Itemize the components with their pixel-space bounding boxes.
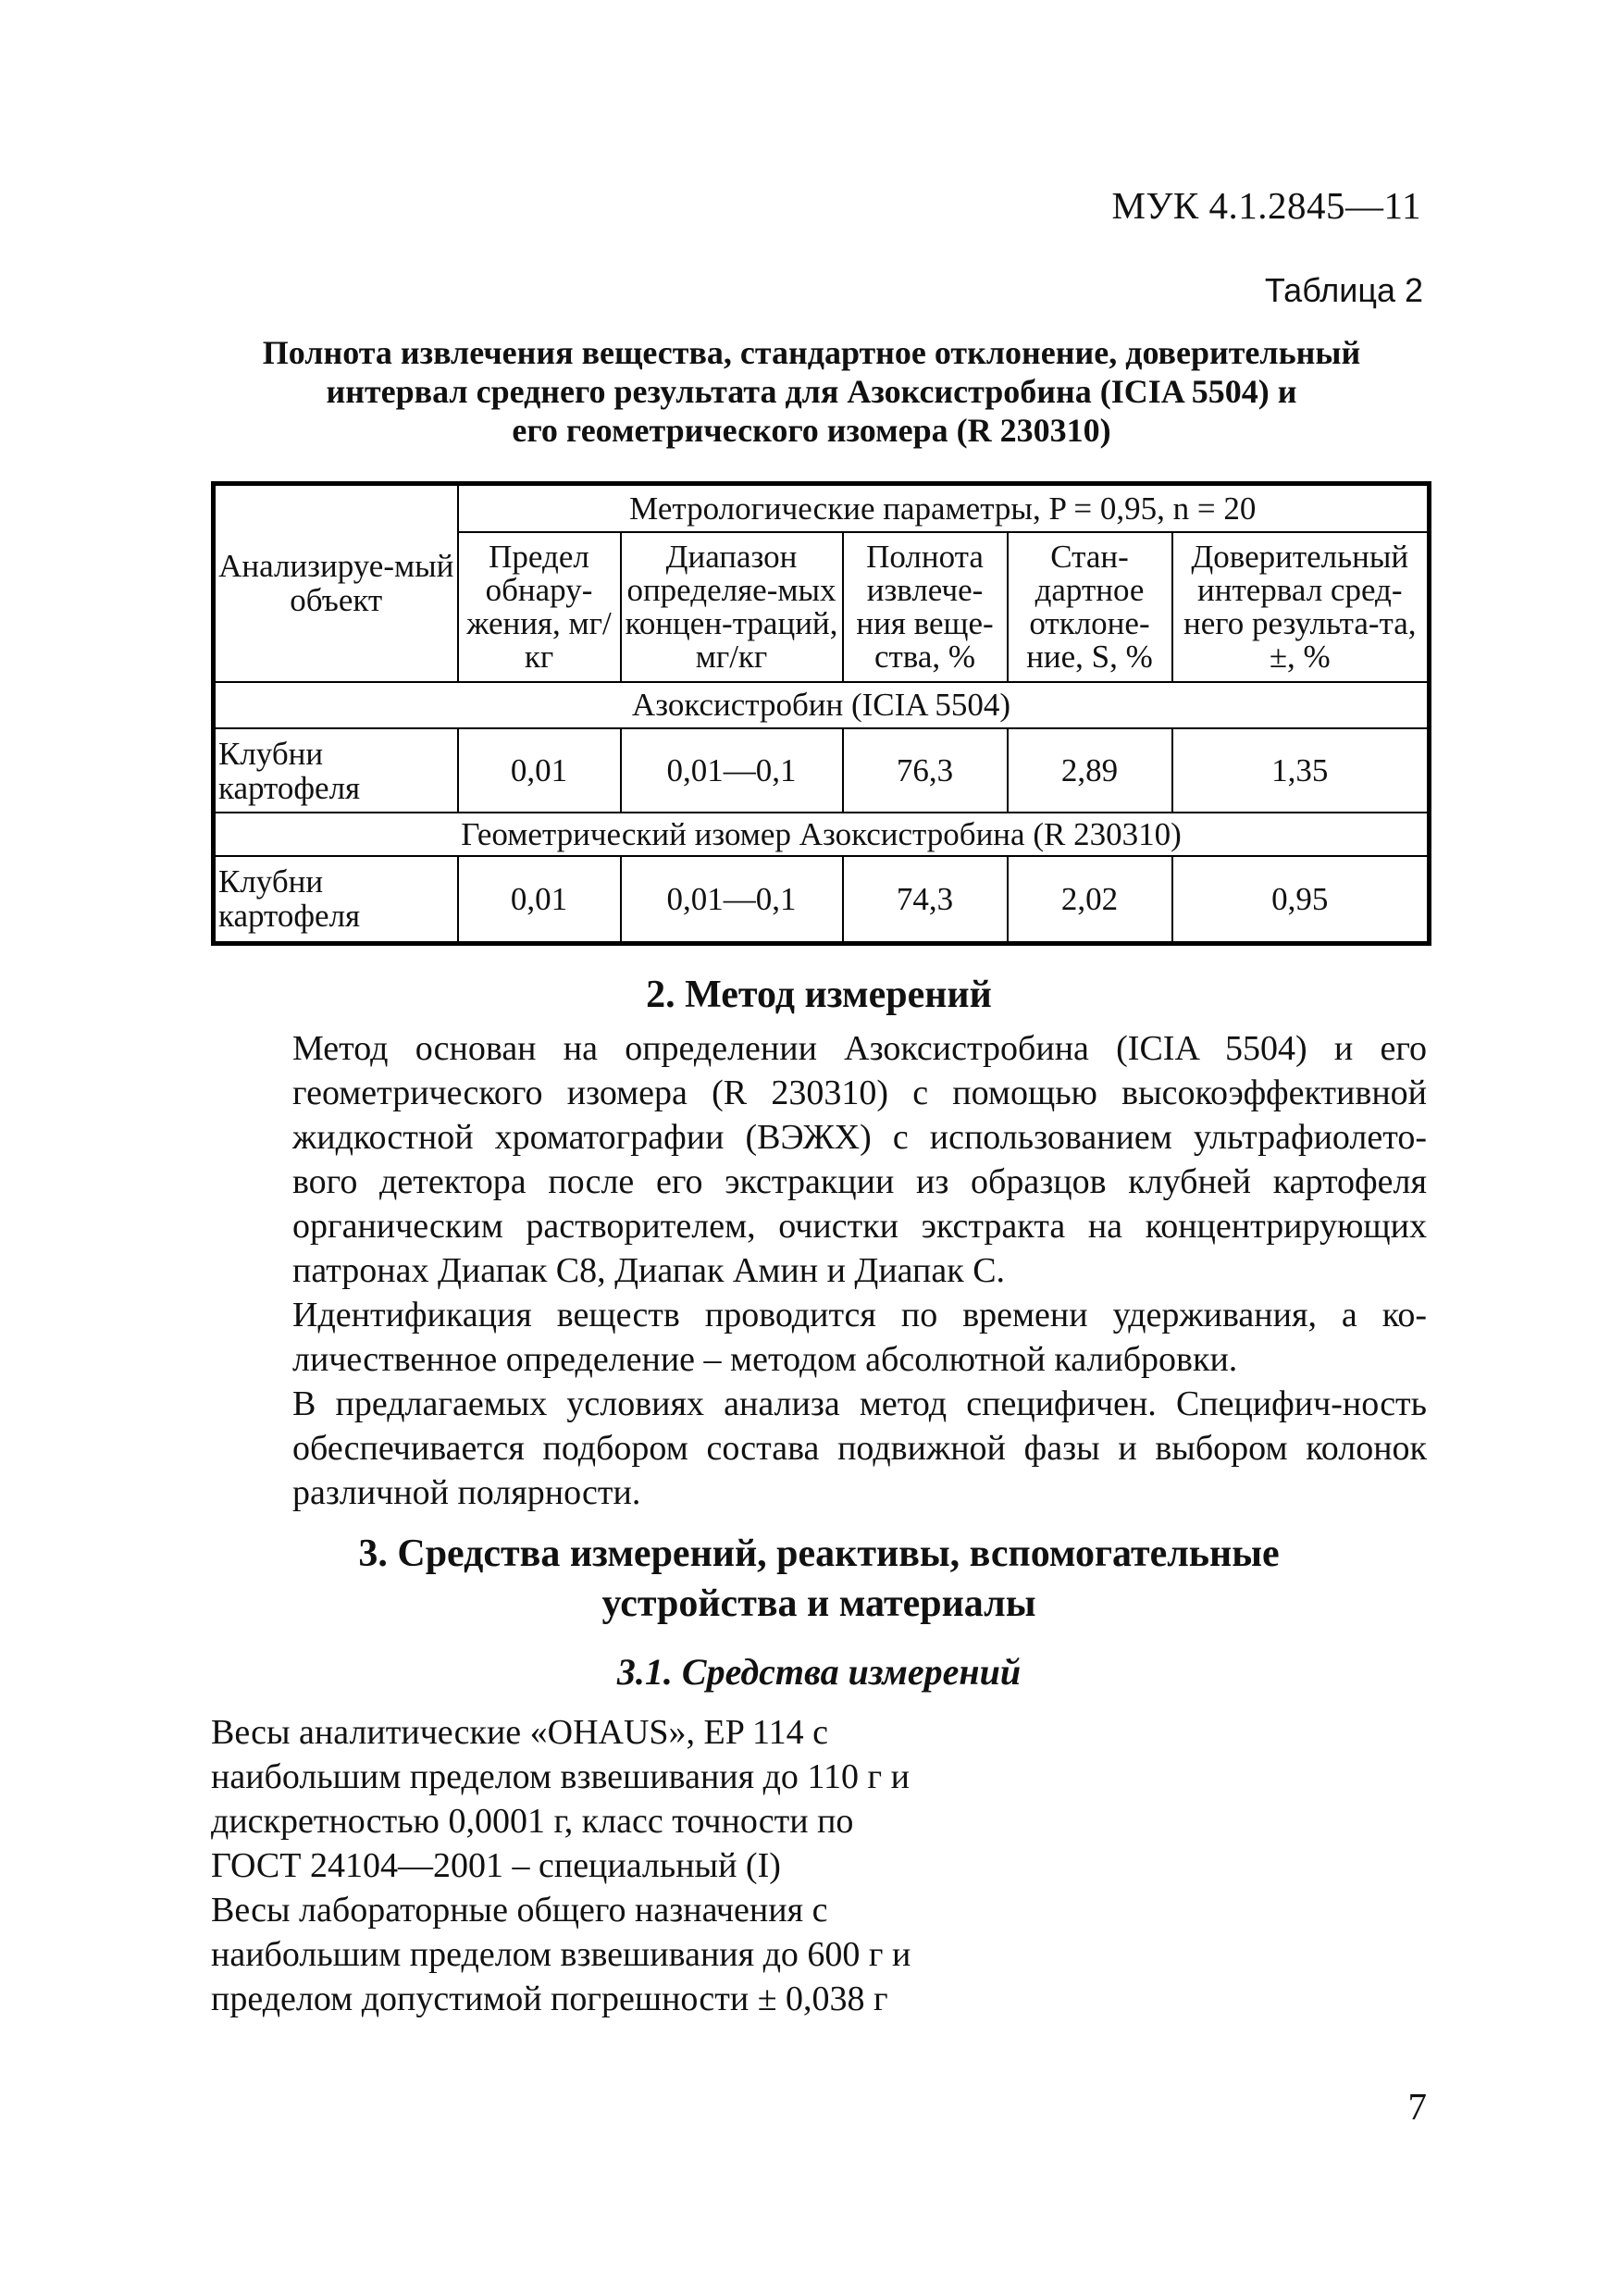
document-code: МУК 4.1.2845—11 xyxy=(1111,184,1421,227)
list-line: пределом допустимой погрешности ± 0,038 г xyxy=(211,1980,888,2018)
method-paragraph xyxy=(211,1026,1427,1515)
object-cell: Клубни картофеля xyxy=(214,728,458,813)
list-line: наибольшим пределом взвешивания до 110 г и xyxy=(211,1757,910,1796)
table-label: Таблица 2 xyxy=(1264,271,1423,309)
section-title-method: 2. Метод измерений xyxy=(646,974,992,1016)
section-isomer: Геометрический изомер Азоксистробина (R 230310) xyxy=(214,813,1430,855)
section-row xyxy=(214,813,1430,855)
paragraph-text: Метод основан на определении Азоксистробина (ICIA 5504) и его геометрического изомера (R 230310) с помощью высокоэффективной жидкостной хроматографии (ВЭЖХ) с использованием ультрафиолето-вого детектора после его экстракции из образцов клубней картофеля органическим растворителем, очистки экстракта на концентрирующих патронах Диапак С8, Диапак Амин и Диапак С. xyxy=(292,1029,1427,1290)
instruments-list xyxy=(211,1710,1136,2021)
list-line: наибольшим пределом взвешивания до 600 г и xyxy=(211,1935,911,1974)
table-caption xyxy=(204,333,1419,450)
std-cell: 2,89 xyxy=(1008,728,1172,813)
group-header: Метрологические параметры, P = 0,95, n = 20 xyxy=(458,484,1430,533)
list-line: Весы аналитические «OHAUS», EP 114 с xyxy=(211,1713,828,1752)
list-line: дискретностью 0,0001 г, класс точности по xyxy=(211,1802,854,1841)
section-azoxystrobin: Азоксистробин (ICIA 5504) xyxy=(214,682,1430,729)
object-cell: Клубни картофеля xyxy=(214,856,458,944)
title-line: устройства и материалы xyxy=(601,1582,1036,1625)
title-line: 3. Средства измерений, реактивы, вспомогательные xyxy=(358,1533,1280,1575)
caption-line: интервал среднего результата для Азоксистробина (ICIA 5504) и xyxy=(326,373,1297,410)
list-line: ГОСТ 24104—2001 – специальный (I) xyxy=(211,1846,781,1885)
table-header-row xyxy=(214,484,1430,533)
col-std-header: Стан-дартное отклоне-ние, S, % xyxy=(1008,532,1172,682)
interval-cell: 1,35 xyxy=(1172,728,1430,813)
table-row xyxy=(214,728,1430,813)
detection-cell: 0,01 xyxy=(458,856,621,944)
col-recovery-header: Полнота извлече-ния веще-ства, % xyxy=(843,532,1008,682)
range-cell: 0,01—0,1 xyxy=(621,856,843,944)
object-header: Анализируе-мый объект xyxy=(214,484,458,682)
list-line: Весы лабораторные общего назначения с xyxy=(211,1891,828,1930)
page-number: 7 xyxy=(1407,2085,1427,2128)
range-cell: 0,01—0,1 xyxy=(621,728,843,813)
col-range-header: Диапазон определяе-мых концен-траций, мг/кг xyxy=(621,532,843,682)
paragraph-text: В предлагаемых условиях анализа метод специфичен. Специфич-ность обеспечивается подбором состава подвижной фазы и выбором колонок различной полярности. xyxy=(292,1384,1427,1512)
interval-cell: 0,95 xyxy=(1172,856,1430,944)
detection-cell: 0,01 xyxy=(458,728,621,813)
table-row xyxy=(214,856,1430,944)
caption-line: Полнота извлечения вещества, стандартное отклонение, доверительный xyxy=(262,334,1361,371)
section-title-instruments xyxy=(211,1529,1427,1629)
recovery-cell: 76,3 xyxy=(843,728,1008,813)
std-cell: 2,02 xyxy=(1008,856,1172,944)
subsection-title: 3.1. Средства измерений xyxy=(616,1651,1022,1693)
caption-line: его геометрического изомера (R 230310) xyxy=(512,412,1111,449)
col-detection-header: Предел обнару-жения, мг/кг xyxy=(458,532,621,682)
recovery-cell: 74,3 xyxy=(843,856,1008,944)
paragraph-text: Идентификация веществ проводится по времени удерживания, а ко-личественное определение – методом абсолютной калибровки. xyxy=(292,1296,1427,1379)
section-row xyxy=(214,682,1430,729)
col-interval-header: Доверительный интервал сред-него результа-та, ±, % xyxy=(1172,532,1430,682)
metrological-table xyxy=(211,481,1431,946)
